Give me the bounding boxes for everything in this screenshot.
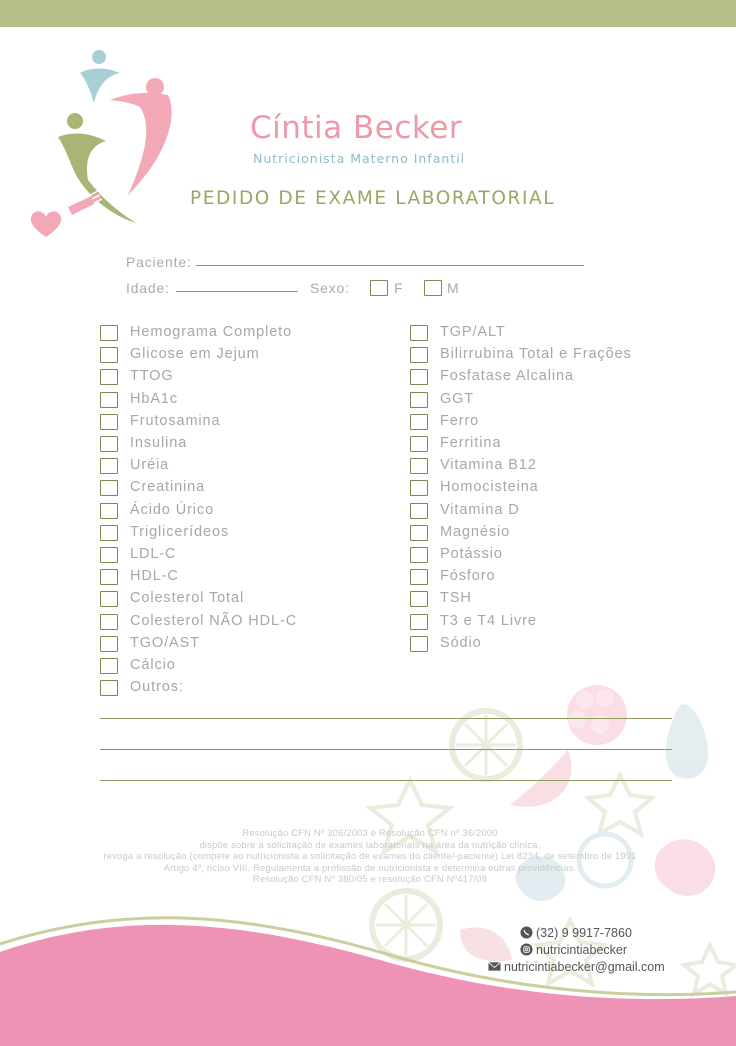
form-title: PEDIDO DE EXAME LABORATORIAL [190,188,556,209]
exam-label: HbA1c [130,390,179,407]
exam-label: Fosfatase Alcalina [440,368,574,385]
exam-label: Frutosamina [130,412,221,429]
contact-phone[interactable]: (32) 9 9917-7860 [536,925,632,940]
exam-label: Colesterol Total [130,590,245,607]
exam-label: Fósforo [440,568,496,585]
exam-item[interactable] [410,500,710,522]
legal-line: Resolução CFN Nº 306/2003 e Resolução CFN nº 36/2000 [242,827,498,838]
exam-item[interactable] [100,389,400,411]
contact-phone-row [520,924,665,941]
sex-m-checkbox[interactable] [424,280,442,296]
exam-label: Ferro [440,412,480,429]
top-color-band [0,0,736,27]
exam-checkbox[interactable] [410,547,428,563]
legal-line: Artigo 4º, nciso VIII. Regulamenta a profissão de nutricionista e determina outras providências. [163,861,577,873]
exam-checkbox[interactable] [100,436,118,452]
sex-m-label: M [447,280,460,296]
exam-item[interactable] [100,566,400,588]
exam-checkbox[interactable] [410,325,428,341]
exam-label: Vitamina B12 [440,457,537,474]
exam-item[interactable] [100,655,400,677]
exam-checkbox[interactable] [410,636,428,652]
exam-checkbox[interactable] [100,347,118,363]
exam-checkbox[interactable] [100,392,118,408]
sex-label: Sexo: [310,280,350,296]
exam-item[interactable] [410,633,710,655]
exam-label: GGT [440,390,475,407]
exam-label: Ácido Úrico [130,501,215,518]
brand-name: Cíntia Becker [250,110,463,146]
exam-label: Magnésio [440,523,511,540]
exam-label: Bilirrubina Total e Frações [440,346,632,363]
exam-label: Sódio [440,634,482,651]
exam-item[interactable] [410,411,710,433]
exam-label: Colesterol NÃO HDL-C [130,612,298,629]
exam-item[interactable] [410,566,710,588]
exam-item[interactable] [100,322,400,344]
exam-checkbox[interactable] [100,547,118,563]
exam-item[interactable] [100,544,400,566]
sex-f-label: F [394,280,404,296]
exam-label: Ferritina [440,435,502,451]
exam-label: T3 e T4 Livre [440,612,537,629]
exam-item[interactable] [100,588,400,610]
exam-label: Triglicerídeos [130,523,230,540]
exam-checkbox[interactable] [410,436,428,452]
contact-instagram-row [520,941,665,958]
exam-item[interactable] [410,477,710,499]
exam-item[interactable] [100,633,400,655]
exam-checkbox[interactable] [410,503,428,519]
exam-label: Cálcio [130,657,176,673]
exam-checkbox[interactable] [100,503,118,519]
exam-label: Creatinina [130,479,206,496]
exam-label: Uréia [130,457,170,474]
exam-label: Potássio [440,546,503,562]
exam-item[interactable] [410,588,710,610]
patient-line[interactable] [196,252,584,266]
exam-label: TSH [440,590,472,607]
exam-checkbox[interactable] [100,325,118,341]
instagram-icon [520,943,533,956]
exam-checkbox[interactable] [100,480,118,496]
exam-label: TGP/ALT [440,324,506,340]
exam-item[interactable] [100,522,400,544]
exam-label: TGO/AST [130,634,200,651]
exam-item[interactable] [410,322,710,344]
exam-checkbox[interactable] [100,525,118,541]
exam-label: LDL-C [130,546,177,562]
other-line-3[interactable] [100,766,672,781]
exam-item[interactable] [410,522,710,544]
exam-checkbox[interactable] [100,458,118,474]
exam-item[interactable] [410,433,710,455]
legal-line: revoga a resolução (compete ao nutricionista a solicitação de exames do cliente/-paciente) Lei 8234, de setembro de 1991 [103,850,637,862]
brand-logo-icon [28,45,178,245]
legal-line: dispõe sobre a solicitação de exames laboratoriais na área da nutrição clínica, [199,838,541,850]
exam-label: Glicose em Jejum [130,346,260,363]
other-line-1[interactable] [100,704,672,719]
sex-f-checkbox[interactable] [370,280,388,296]
exam-checkbox[interactable] [410,569,428,585]
age-label: Idade: [126,280,170,296]
exam-list-left [100,322,400,702]
other-line-2[interactable] [100,735,672,750]
exam-item[interactable] [100,500,400,522]
exam-item[interactable] [100,344,400,366]
exam-item[interactable] [410,455,710,477]
exam-label: Hemograma Completo [130,324,293,340]
contact-email-row [488,958,665,975]
exam-checkbox[interactable] [410,369,428,385]
exam-checkbox[interactable] [100,591,118,607]
exam-label: TTOG [130,368,174,385]
legal-line: Resolução CFN Nº 380/05 e resolução CFN Nº417/08 [252,873,488,885]
exam-item[interactable] [410,344,710,366]
exam-checkbox[interactable] [100,636,118,652]
contact-block [488,924,665,975]
exam-checkbox[interactable] [410,614,428,630]
exam-checkbox[interactable] [100,414,118,430]
exam-item[interactable] [100,411,400,433]
exam-list-right [410,322,710,662]
legal-notice [40,827,700,885]
brand-subtitle: Nutricionista Materno Infantil [253,151,466,166]
exam-item[interactable] [100,477,400,499]
exam-item[interactable] [100,366,400,388]
contact-instagram[interactable]: nutricintiabecker [536,942,628,957]
exam-checkbox[interactable] [100,680,118,696]
exam-item[interactable] [100,677,400,699]
exam-label: HDL-C [130,568,179,585]
exam-item[interactable] [410,544,710,566]
whatsapp-icon [520,926,533,939]
age-line[interactable] [176,278,298,292]
exam-item[interactable] [100,611,400,633]
exam-checkbox[interactable] [410,525,428,541]
exam-label: Vitamina D [440,501,520,518]
exam-checkbox[interactable] [410,591,428,607]
exam-checkbox[interactable] [100,369,118,385]
exam-label: Homocisteina [440,479,539,496]
exam-checkbox[interactable] [100,658,118,674]
email-icon [488,960,501,973]
exam-item[interactable] [410,611,710,633]
exam-checkbox[interactable] [410,414,428,430]
exam-item[interactable] [410,389,710,411]
exam-label: Insulina [130,435,188,451]
patient-label: Paciente: [126,254,192,270]
exam-item[interactable] [100,433,400,455]
exam-checkbox[interactable] [100,614,118,630]
contact-email[interactable]: nutricintiabecker@gmail.com [504,959,665,974]
exam-label: Outros: [130,679,184,696]
exam-checkbox[interactable] [410,347,428,363]
exam-item[interactable] [100,455,400,477]
exam-checkbox[interactable] [100,569,118,585]
exam-item[interactable] [410,366,710,388]
exam-checkbox[interactable] [410,458,428,474]
exam-checkbox[interactable] [410,480,428,496]
exam-checkbox[interactable] [410,392,428,408]
